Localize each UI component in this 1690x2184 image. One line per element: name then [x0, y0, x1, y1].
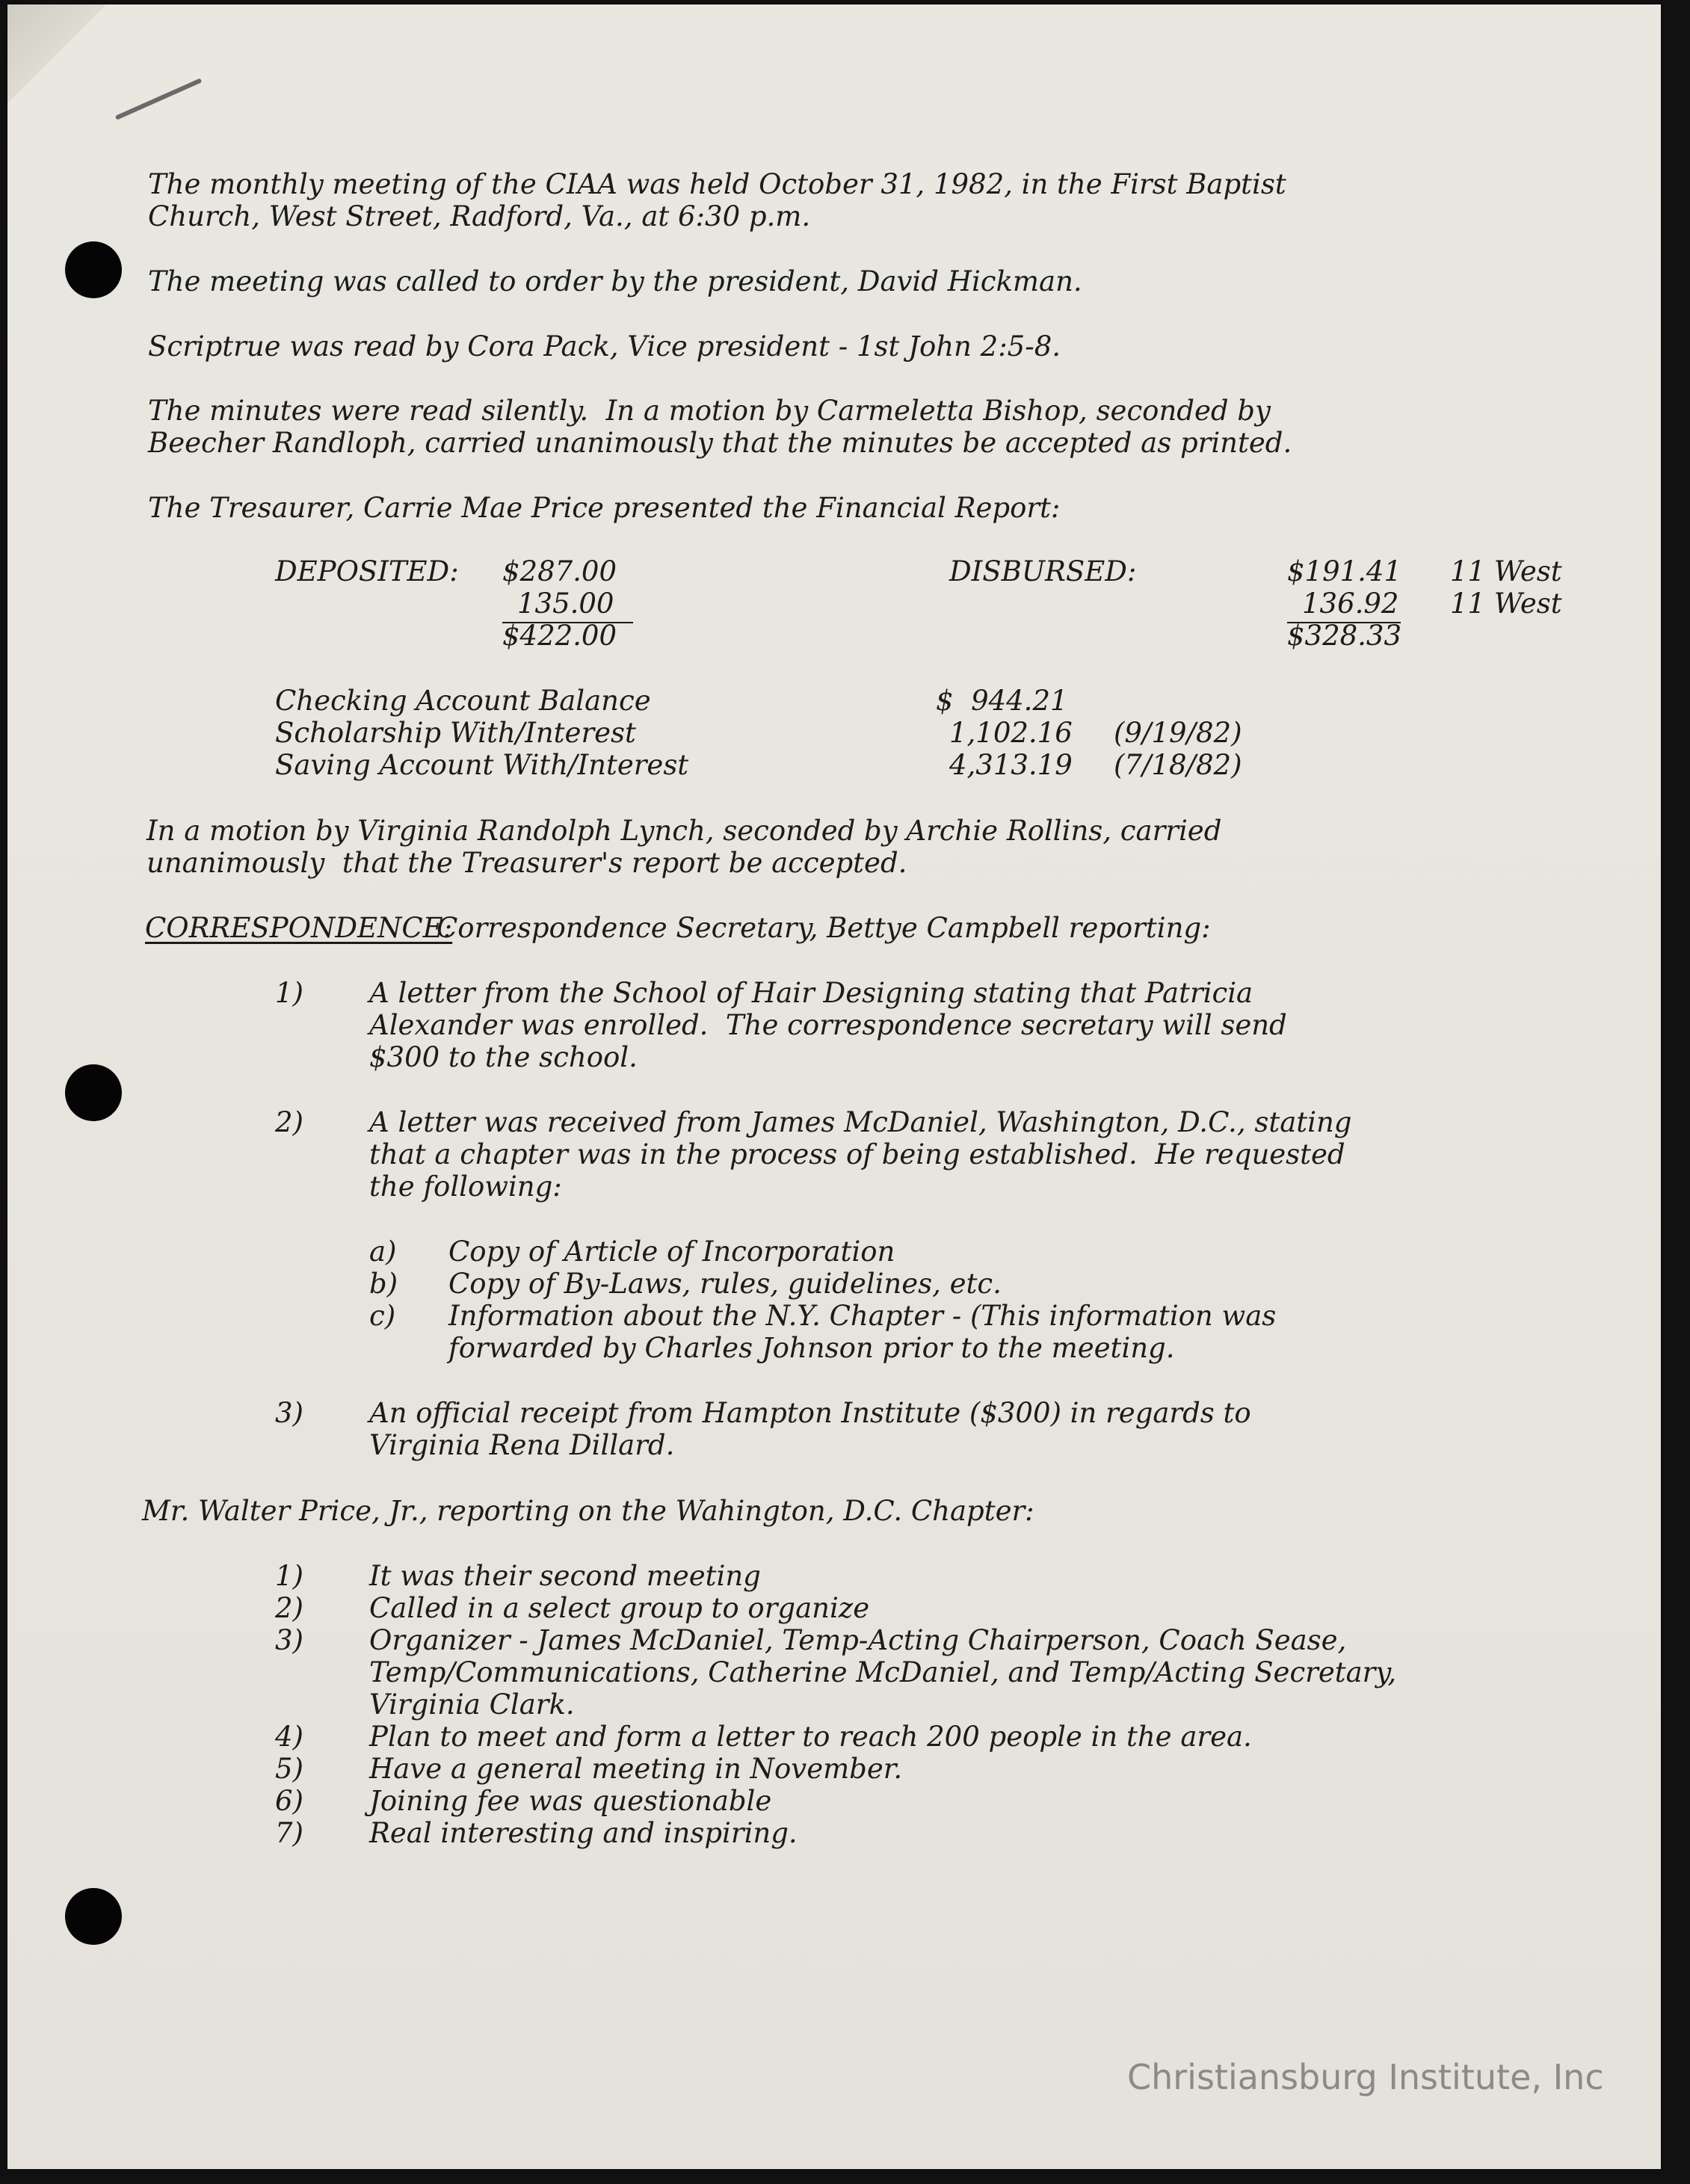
balance-date: (9/19/82): [1114, 717, 1242, 749]
treasurer-intro: The Tresaurer, Carrie Mae Price presented the Financial Report:: [148, 492, 1061, 524]
subitem-line: Copy of By-Laws, rules, guidelines, etc.: [448, 1268, 1002, 1300]
disbursed-amount-1: $191.41: [1287, 555, 1402, 587]
correspondence-item-line: A letter from the School of Hair Designing stating that Patricia: [369, 977, 1253, 1009]
document-page: [7, 4, 1661, 2169]
balance-label: Scholarship With/Interest: [275, 717, 636, 749]
correspondence-item-number: 1): [275, 977, 303, 1009]
deposited-total: $422.00: [502, 620, 617, 652]
intro-line-1: The monthly meeting of the CIAA was held October 31, 1982, in the First Baptist: [148, 168, 1286, 200]
correspondence-item-number: 2): [275, 1106, 303, 1138]
balance-amount: 4,313.19: [949, 749, 1073, 781]
dc-report-intro: Mr. Walter Price, Jr., reporting on the Wahington, D.C. Chapter:: [142, 1495, 1034, 1527]
correspondence-intro: Correspondence Secretary, Bettye Campbell reporting:: [437, 912, 1211, 944]
dc-item-number: 4): [275, 1721, 303, 1753]
subitem-letter: c): [369, 1300, 396, 1332]
deposited-label: DEPOSITED:: [275, 555, 459, 587]
correspondence-heading: CORRESPONDENCE:: [145, 912, 453, 944]
minutes-line-1: The minutes were read silently. In a motion by Carmeletta Bishop, seconded by: [148, 395, 1271, 427]
intro-line-2: Church, West Street, Radford, Va., at 6:30 p.m.: [148, 200, 811, 232]
scripture: Scriptrue was read by Cora Pack, Vice president - 1st John 2:5-8.: [148, 330, 1061, 363]
balance-amount: 1,102.16: [949, 717, 1073, 749]
treasurer-motion-line-1: In a motion by Virginia Randolph Lynch, seconded by Archie Rollins, carried: [147, 815, 1222, 847]
dc-item-line: Real interesting and inspiring.: [369, 1817, 798, 1849]
dc-item-line: Have a general meeting in November.: [369, 1753, 903, 1785]
dc-item-line: It was their second meeting: [369, 1560, 761, 1592]
treasurer-motion-line-2: unanimously that the Treasurer's report be accepted.: [147, 847, 907, 879]
punch-hole-top: [65, 241, 122, 298]
punch-hole-bottom: [65, 1888, 122, 1945]
subitem-letter: b): [369, 1268, 398, 1300]
dc-item-line: Called in a select group to organize: [369, 1592, 870, 1624]
disbursed-amount-2: 136.92: [1302, 587, 1399, 620]
folded-corner: [7, 4, 120, 109]
correspondence-item-number: 3): [275, 1397, 303, 1429]
balance-label: Checking Account Balance: [275, 685, 651, 717]
correspondence-item-line: Alexander was enrolled. The correspondence secretary will send: [369, 1009, 1287, 1041]
disbursed-note-1: 11 West: [1450, 555, 1562, 587]
balance-label: Saving Account With/Interest: [275, 749, 689, 781]
disbursed-total: $328.33: [1287, 620, 1402, 652]
dc-item-line: Virginia Clark.: [369, 1688, 575, 1721]
dc-item-line: Joining fee was questionable: [369, 1785, 772, 1817]
minutes-line-2: Beecher Randloph, carried unanimously that the minutes be accepted as printed.: [148, 427, 1292, 459]
correspondence-item-line: A letter was received from James McDaniel, Washington, D.C., stating: [369, 1106, 1352, 1138]
punch-hole-middle: [65, 1064, 122, 1121]
correspondence-item-line: that a chapter was in the process of being established. He requested: [369, 1138, 1345, 1170]
dc-item-number: 6): [275, 1785, 303, 1817]
dc-item-number: 7): [275, 1817, 303, 1849]
subitem-line: Copy of Article of Incorporation: [448, 1236, 895, 1268]
dc-item-number: 1): [275, 1560, 303, 1592]
call-to-order: The meeting was called to order by the president, David Hickman.: [148, 265, 1082, 297]
deposited-amount-2: 135.00: [517, 587, 614, 620]
dc-item-line: Temp/Communications, Catherine McDaniel, and Temp/Acting Secretary,: [369, 1656, 1397, 1688]
balance-date: (7/18/82): [1114, 749, 1242, 781]
dc-item-line: Organizer - James McDaniel, Temp-Acting Chairperson, Coach Sease,: [369, 1624, 1347, 1656]
subitem-line: forwarded by Charles Johnson prior to the meeting.: [448, 1332, 1175, 1364]
subitem-line: Information about the N.Y. Chapter - (This information was: [448, 1300, 1277, 1332]
correspondence-item-line: An official receipt from Hampton Institute ($300) in regards to: [369, 1397, 1251, 1429]
balance-amount: $ 944.21: [936, 685, 1068, 717]
dc-item-line: Plan to meet and form a letter to reach 200 people in the area.: [369, 1721, 1252, 1753]
dc-item-number: 2): [275, 1592, 303, 1624]
correspondence-item-line: Virginia Rena Dillard.: [369, 1429, 675, 1461]
watermark: Christiansburg Institute, Inc: [1127, 2057, 1604, 2097]
disbursed-label: DISBURSED:: [949, 555, 1137, 587]
disbursed-note-2: 11 West: [1450, 587, 1562, 620]
subitem-letter: a): [369, 1236, 397, 1268]
dc-item-number: 3): [275, 1624, 303, 1656]
correspondence-item-line: the following:: [369, 1170, 562, 1203]
correspondence-item-line: $300 to the school.: [369, 1041, 638, 1073]
dc-item-number: 5): [275, 1753, 303, 1785]
deposited-amount-1: $287.00: [502, 555, 617, 587]
